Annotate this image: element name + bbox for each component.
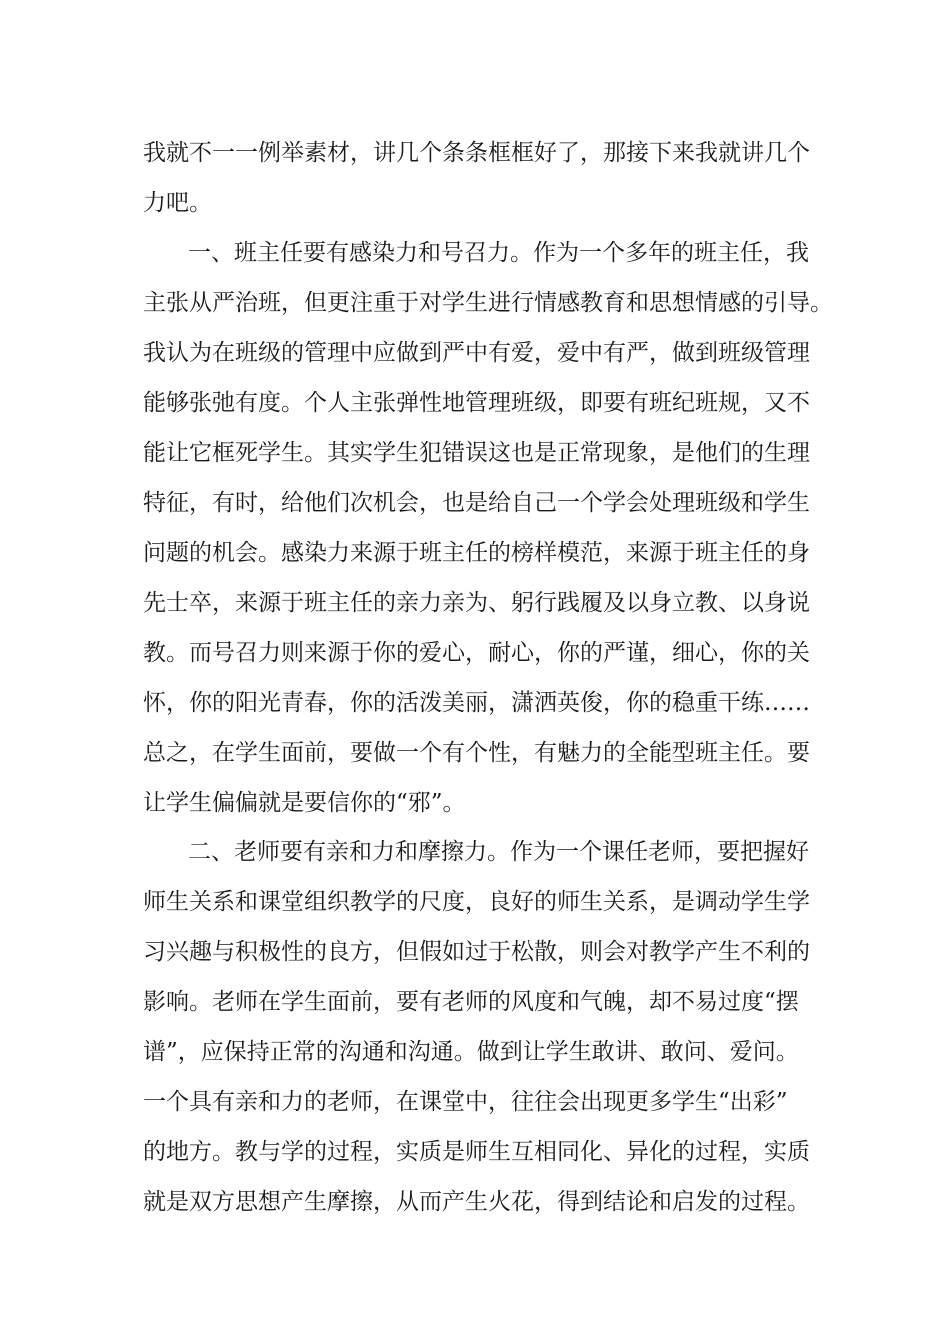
text-line-21: 的地方。教与学的过程，实质是师生互相同化、异化的过程，实质 xyxy=(143,1139,810,1165)
text-line-1: 我就不一一例举素材，讲几个条条框框好了，那接下来我就讲几个 xyxy=(143,140,810,166)
text-line-14: 让学生偏偏就是要信你的“邪”。 xyxy=(143,790,466,816)
text-line-8: 特征，有时，给他们次机会，也是给自己一个学会处理班级和学生 xyxy=(143,490,810,516)
text-line-12: 怀，你的阳光青春，你的活泼美丽，潇洒英俊，你的稳重干练…… xyxy=(143,690,810,716)
text-line-19: 谱”，应保持正常的沟通和沟通。做到让学生敢讲、敢问、爱问。 xyxy=(143,1039,799,1065)
text-line-15: 二、老师要有亲和力和摩擦力。作为一个课任老师，要把握好 xyxy=(188,839,809,865)
text-line-5: 我认为在班级的管理中应做到严中有爱，爱中有严，做到班级管理 xyxy=(143,340,810,366)
text-line-20: 一个具有亲和力的老师，在课堂中，往往会出现更多学生“出彩” xyxy=(143,1089,788,1115)
text-line-18: 影响。老师在学生面前，要有老师的风度和气魄，却不易过度“摆 xyxy=(143,989,799,1015)
text-line-22: 就是双方思想产生摩擦，从而产生火花，得到结论和启发的过程。 xyxy=(143,1189,810,1215)
text-line-16: 师生关系和课堂组织教学的尺度，良好的师生关系，是调动学生学 xyxy=(143,889,810,915)
text-line-3: 一、班主任要有感染力和号召力。作为一个多年的班主任，我 xyxy=(188,240,809,266)
text-line-6: 能够张弛有度。个人主张弹性地管理班级，即要有班纪班规，又不 xyxy=(143,390,810,416)
text-line-17: 习兴趣与积极性的良方，但假如过于松散，则会对教学产生不利的 xyxy=(143,939,810,965)
text-line-7: 能让它框死学生。其实学生犯错误这也是正常现象，是他们的生理 xyxy=(143,440,810,466)
text-line-11: 教。而号召力则来源于你的爱心，耐心，你的严谨，细心，你的关 xyxy=(143,640,810,666)
text-line-9: 问题的机会。感染力来源于班主任的榜样模范，来源于班主任的身 xyxy=(143,540,810,566)
text-line-2: 力吧。 xyxy=(143,190,212,216)
text-line-4: 主张从严治班，但更注重于对学生进行情感教育和思想情感的引导。 xyxy=(143,290,833,316)
text-line-13: 总之，在学生面前，要做一个有个性，有魅力的全能型班主任。要 xyxy=(143,740,810,766)
text-line-10: 先士卒，来源于班主任的亲力亲为、躬行践履及以身立教、以身说 xyxy=(143,590,810,616)
